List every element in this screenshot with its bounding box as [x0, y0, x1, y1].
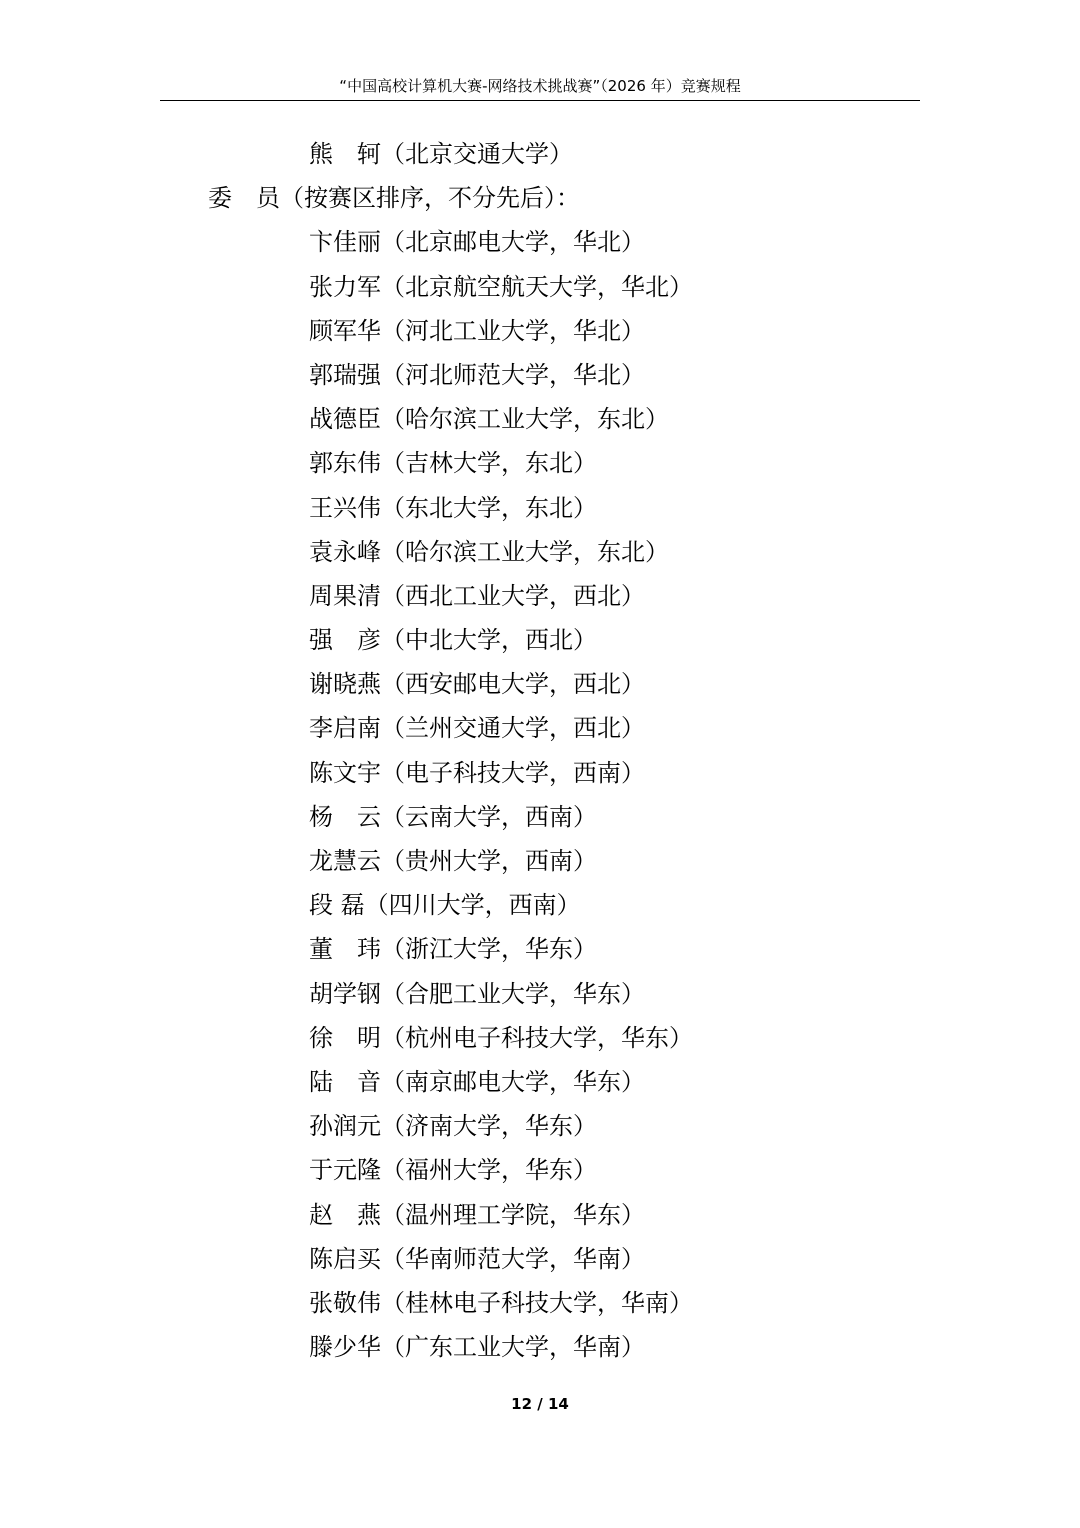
member-name: 孙润元	[309, 1112, 381, 1141]
member-affiliation: （中北大学，西北）	[381, 626, 597, 655]
list-item	[0, 972, 1080, 1016]
member-name: 强 彦	[309, 626, 381, 655]
member-affiliation: （杭州电子科技大学，华东）	[381, 1023, 693, 1052]
member-affiliation: （北京航空航天大学，华北）	[381, 272, 693, 301]
list-item	[0, 486, 1080, 530]
member-name: 战德臣	[309, 405, 381, 434]
member-name: 张敬伟	[309, 1288, 381, 1317]
list-item	[0, 883, 1080, 927]
member-name: 李启南	[309, 714, 381, 743]
member-affiliation: （电子科技大学，西南）	[381, 758, 645, 787]
member-name: 顾军华	[309, 316, 381, 345]
member-name: 徐 明	[309, 1023, 381, 1052]
member-name: 杨 云	[309, 802, 381, 831]
member-affiliation: （华南师范大学，华南）	[381, 1244, 645, 1273]
member-affiliation: （东北大学，东北）	[381, 493, 597, 522]
member-affiliation: （贵州大学，西南）	[381, 847, 597, 875]
member-name: 于元隆	[309, 1156, 381, 1185]
member-name: 郭瑞强	[309, 360, 381, 389]
member-affiliation: （西安邮电大学，西北）	[381, 670, 645, 699]
member-affiliation: （北京交通大学）	[381, 140, 573, 168]
member-name: 滕少华	[309, 1333, 381, 1362]
member-affiliation: （济南大学，华东）	[381, 1112, 597, 1141]
list-item	[0, 1016, 1080, 1060]
list-item	[0, 839, 1080, 883]
member-name: 陆 音	[309, 1067, 381, 1096]
member-affiliation: （南京邮电大学，华东）	[381, 1067, 645, 1096]
member-name: 郭东伟	[309, 449, 381, 478]
list-item	[0, 1060, 1080, 1104]
member-name: 袁永峰	[309, 537, 381, 566]
member-name: 胡学钢	[309, 979, 381, 1008]
member-affiliation: （云南大学，西南）	[381, 802, 597, 831]
member-affiliation: （哈尔滨工业大学，东北）	[381, 405, 669, 434]
list-item	[0, 220, 1080, 264]
member-name: 卞佳丽	[309, 228, 381, 257]
member-affiliation: （广东工业大学，华南）	[381, 1333, 645, 1362]
page-number: 12 / 14	[511, 1395, 569, 1413]
member-name: 周果清	[309, 581, 381, 610]
member-affiliation: （兰州交通大学，西北）	[381, 714, 645, 743]
list-item	[0, 441, 1080, 485]
list-item	[0, 1148, 1080, 1192]
member-affiliation: （合肥工业大学，华东）	[381, 979, 645, 1008]
list-item	[0, 795, 1080, 839]
member-affiliation: （温州理工学院，华东）	[381, 1200, 645, 1229]
list-item	[0, 1193, 1080, 1237]
member-name: 董 玮	[309, 935, 381, 964]
member-name: 赵 燕	[309, 1200, 381, 1229]
member-affiliation: （北京邮电大学，华北）	[381, 228, 645, 257]
list-item	[0, 662, 1080, 706]
list-item	[0, 574, 1080, 618]
member-affiliation: （四川大学，西南）	[364, 891, 581, 920]
member-name: 张力军	[309, 272, 381, 301]
list-item	[0, 132, 1080, 176]
committee-member-list	[0, 132, 1080, 1369]
member-affiliation: （河北工业大学，华北）	[381, 316, 645, 345]
member-affiliation: （哈尔滨工业大学，东北）	[381, 537, 669, 566]
list-item	[0, 530, 1080, 574]
list-item	[0, 1237, 1080, 1281]
member-name: 熊 轲	[309, 140, 381, 168]
header-divider	[160, 100, 920, 101]
member-affiliation: （西北工业大学，西北）	[381, 581, 645, 610]
member-name: 龙慧云	[309, 847, 381, 875]
section-label: 委 员	[208, 184, 280, 213]
member-affiliation: （河北师范大学，华北）	[381, 360, 645, 389]
member-affiliation: （福州大学，华东）	[381, 1156, 597, 1185]
section-heading	[0, 176, 1080, 220]
page-header: “中国高校计算机大赛-网络技术挑战赛”（2026 年）竞赛规程	[339, 77, 741, 95]
list-item	[0, 1281, 1080, 1325]
member-name: 王兴伟	[309, 493, 381, 522]
list-item	[0, 309, 1080, 353]
list-item	[0, 1325, 1080, 1369]
list-item	[0, 397, 1080, 441]
member-affiliation: （桂林电子科技大学，华南）	[381, 1288, 693, 1317]
list-item	[0, 706, 1080, 750]
list-item	[0, 751, 1080, 795]
list-item	[0, 353, 1080, 397]
list-item	[0, 265, 1080, 309]
section-note: （按赛区排序，不分先后）：	[280, 184, 580, 213]
member-affiliation: （浙江大学，华东）	[381, 935, 597, 964]
member-affiliation: （吉林大学，东北）	[381, 449, 597, 478]
list-item	[0, 1104, 1080, 1148]
list-item	[0, 927, 1080, 971]
list-item	[0, 618, 1080, 662]
member-name: 段 磊	[309, 891, 365, 920]
member-name: 陈文宇	[309, 758, 381, 787]
member-name: 陈启买	[309, 1244, 381, 1273]
member-name: 谢晓燕	[309, 670, 381, 699]
